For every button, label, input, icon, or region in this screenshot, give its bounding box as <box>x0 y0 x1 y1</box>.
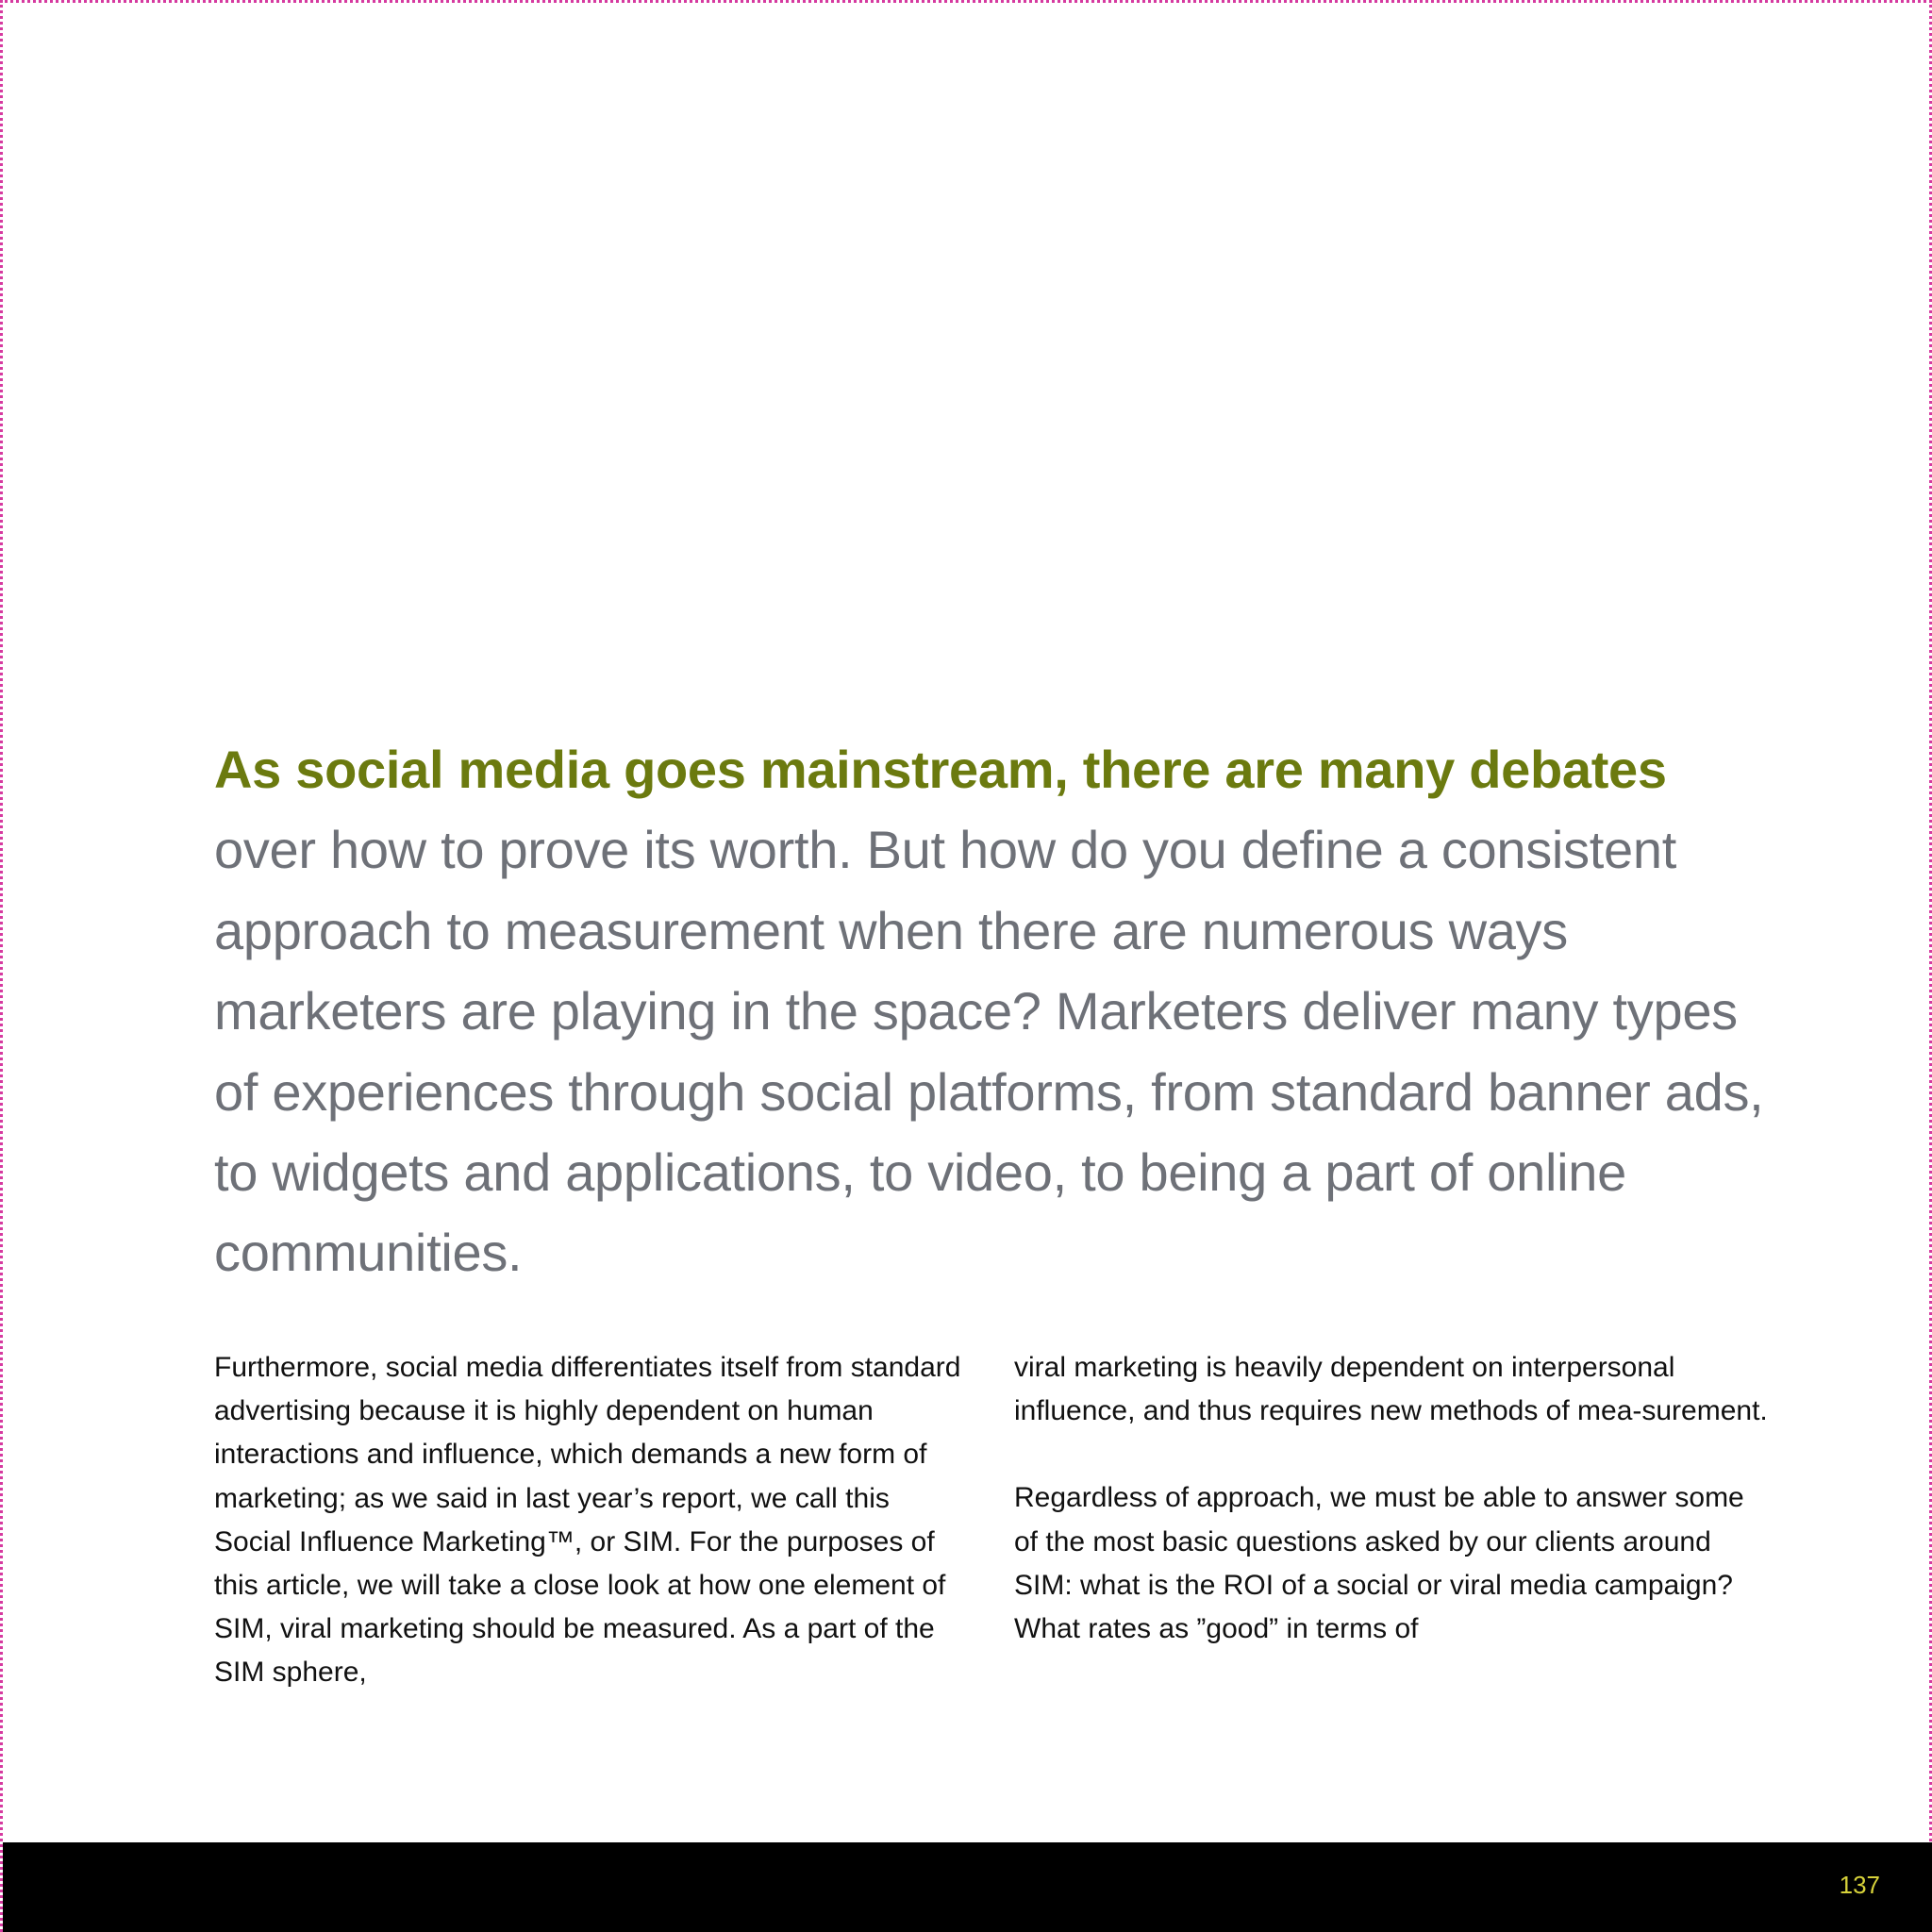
intro-paragraph <box>214 729 1771 1293</box>
intro-rest-text: over how to prove its worth. But how do you define a consistent approach to measurement when there are numerous ways marketers are playing in the space? Marketers deliver many types of experiences through social platforms, from standard banner ads, to widgets and applications, to video, to being a part of online communities. <box>214 820 1764 1283</box>
body-paragraph: Furthermore, social media differentiates itself from standard advertising because it is highly dependent on human interactions and influence, which demands a new form of marketing; as we said in last year’s report, we call this Social Influence Marketing™, or SIM. For the purposes of this article, we will take a close look at how one element of SIM, viral marketing should be measured. As a part of the SIM sphere, <box>214 1352 961 1689</box>
body-column-right <box>1014 1346 1769 1651</box>
body-paragraph: Regardless of approach, we must be able to answer some of the most basic questions asked by our clients around SIM: what is the ROI of a social or viral media campaign? What rates as ”good” in terms of <box>1014 1482 1744 1645</box>
body-column-left <box>214 1346 969 1695</box>
body-paragraph: viral marketing is heavily dependent on interpersonal influence, and thus requires new methods of mea-surement. <box>1014 1352 1768 1427</box>
intro-lead-text: As social media goes mainstream, there are many debates <box>214 740 1667 799</box>
footer-bar <box>3 1842 1932 1932</box>
page-number: 137 <box>1839 1871 1880 1899</box>
